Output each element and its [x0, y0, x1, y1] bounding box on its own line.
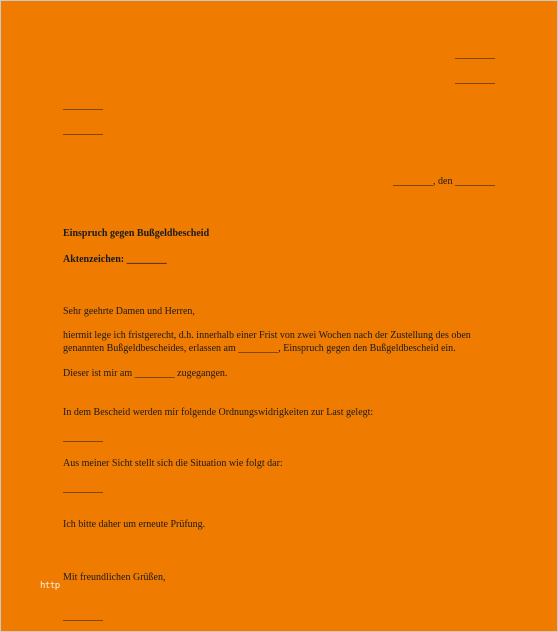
- sender-line-2: ________: [455, 74, 495, 85]
- situation-blank: ________: [63, 483, 103, 494]
- closing-greeting: Mit freundlichen Grüßen,: [63, 572, 166, 583]
- recipient-line-2: ________: [63, 125, 103, 136]
- body-paragraph-situation: Aus meiner Sicht stellt sich die Situation wie folgt dar:: [63, 458, 283, 469]
- body-paragraph-review: Ich bitte daher um erneute Prüfung.: [63, 519, 206, 530]
- recipient-line-1: ________: [63, 100, 103, 111]
- body-paragraph-objection: hiermit lege ich fristgerecht, d.h. innerhalb einer Frist von zwei Wochen nach der Zustellung des oben genannten Bußgeldbescheides, erlassen am ________, Einspruch gegen den Bußgeldbescheid ein.: [63, 330, 471, 354]
- signature-line: ________: [63, 611, 103, 622]
- body-paragraph-offenses: In dem Bescheid werden mir folgende Ordnungswidrigkeiten zur Last gelegt:: [63, 407, 374, 418]
- body-paragraph-received: Dieser ist mir am ________ zugegangen.: [63, 368, 228, 379]
- reference-number: Aktenzeichen: ________: [63, 254, 167, 265]
- watermark: http: [40, 581, 60, 591]
- offenses-blank: ________: [63, 432, 103, 443]
- letter-subject: Einspruch gegen Bußgeldbescheid: [63, 228, 210, 239]
- salutation: Sehr geehrte Damen und Herren,: [63, 306, 195, 317]
- place-date-line: ________, den ________: [393, 176, 495, 187]
- sender-line-1: ________: [455, 49, 495, 60]
